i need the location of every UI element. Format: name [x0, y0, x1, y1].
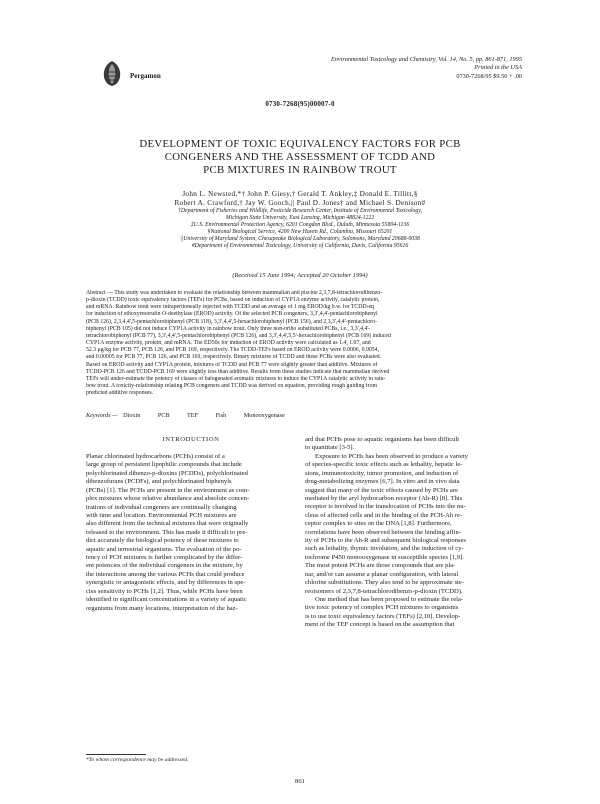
page-number: 861 — [295, 778, 305, 785]
body-line: is to use toxic equivalency factors (TEFs) [2,10]. Develop- — [305, 612, 461, 620]
abstract-line: (PCB 126), 2,3,4,4',5-pentachlorobiphenyl (PCB 118), 3,3',4,4',5-hexachlorobiphenyl (PCB 156), and 2,3,3',4,4'-pentachloro- — [86, 318, 377, 325]
abstract-line: 52.3 μg/kg for PCB 77, PCB 126, and PCB 169, respectively. The TCDD-TEFs based on EROD activity were 0.0006, 0.0054, — [86, 347, 379, 354]
body-line: mediated by the aryl hydrocarbon receptor (Ah-R) [8]. This — [305, 494, 463, 502]
body-line: also different from the technical mixtures that were originally — [86, 520, 249, 528]
body-line: large group of persistent lipophilic compounds that include — [86, 461, 242, 469]
title-line: CONGENERS AND THE ASSESSMENT OF TCDD AND — [164, 150, 436, 163]
section-heading-introduction: INTRODUCTION — [162, 436, 220, 443]
body-line: suggest that many of the toxic effects caused by PCHs are — [305, 486, 458, 494]
body-line: dict accurately the biological potency of these mixtures to — [86, 537, 239, 545]
body-line: to quantitate [3-5]. — [305, 444, 355, 452]
body-line: ity of PCHs to the Ah-R and subsequent biological responses — [305, 537, 466, 545]
body-line: aquatic and terrestrial organisms. The evaluation of the po- — [86, 545, 242, 553]
abstract-line: CYP1A enzyme activity, protein, and mRNA. The ED50s for induction of EROD activity were calculated as 1.4, 1.07, and — [86, 340, 371, 347]
abstract-line: p-dioxin (TCDD) toxic equivalency factors (TEFs) for PCBs, based on induction of CYP1A enzyme activity, catalytic protein, — [86, 297, 380, 304]
body-line: (PCBs) [1]. The PCHs are present in the environment as com- — [86, 486, 250, 494]
body-line: of species-specific toxic effects such as lethality, hepatic le- — [305, 461, 463, 469]
footnote: *To whom correspondence may be addressed. — [86, 757, 189, 763]
body-line: Exposure to PCHs has been observed to produce a variety — [315, 452, 468, 460]
body-line: polychlorinated dibenzo-p-dioxins (PCDDs), polychlorinated — [86, 469, 248, 477]
affiliations — [100, 208, 500, 251]
body-column-left — [86, 453, 296, 613]
abstract-line: TCDD-PCB 126 and TCDD-PCB 169 were slightly less than additive. Results from these studies indicate that mammalian derived — [86, 368, 390, 375]
body-line: ent potencies of the individual congeners in the mixture, by — [86, 562, 243, 570]
body-line: chlorine substitutions. They also tend to be approximate ste- — [305, 579, 465, 587]
abstract-line: predicted additive responses. — [86, 390, 154, 397]
affiliation-line: †Department of Fisheries and Wildlife, Pesticide Research Center, Institute of Environmental Toxicology, — [177, 208, 423, 214]
body-line: trations of individual congeners are continually changing — [86, 503, 237, 511]
body-line: The most potent PCHs are those compounds that are pla- — [305, 562, 456, 570]
affiliation-line: #Department of Environmental Toxicology, University of California, Davis, California 95616 — [191, 243, 409, 250]
body-line: the interactions among the various PCHs that could produce — [86, 570, 245, 578]
journal-price: 0730-7268/95 $9.50 + .00 — [456, 72, 522, 80]
body-line: receptor is involved in the translocation of PCHs into the nu- — [305, 503, 466, 511]
abstract-line: Abstract — This study was undertaken to evaluate the relationship between mammalian and piscine 2,3,7,8-tetrachlorodibenzo- — [86, 290, 383, 296]
body-line: Planar chlorinated hydrocarbons (PCHs) consist of a — [86, 453, 225, 460]
body-line: synergistic or antagonistic effects, and by differences in spe- — [86, 579, 246, 587]
journal-citation: Environmental Toxicology and Chemistry, Vol. 14, No. 5, pp. 861-871, 1995 — [330, 56, 522, 63]
abstract-line: and mRNA. Rainbow trout were intraperitoneally injected with TCDD and an average of 1 mg EROD/kg b.w. for TCDD-eq — [86, 304, 375, 311]
body-line: tive toxic potency of complex PCH mixtures to organisms — [305, 604, 459, 612]
publisher-name: Pergamon — [130, 72, 161, 80]
abstract-line: tetrachlorobiphenyl (PCB 77), 3,3',4,4',5-pentachlorobiphenyl (PCB 126), and 3,3',4,4',5,5'-hexachlorobiphenyl (PCB 169) induced — [86, 332, 391, 339]
body-line: plex mixtures whose relative abundance and absolute concen- — [86, 495, 250, 503]
body-line: cies sensitivity to PCHs [1,2]. Thus, while PCHs have been — [86, 587, 243, 595]
keywords — [86, 412, 516, 419]
body-line: organisms from many locations, interpretation of the haz- — [86, 604, 238, 612]
body-line: reoisomers of 2,3,7,8-tetrachlorodibenzo-p-dioxin (TCDD). — [305, 587, 463, 595]
affiliation-line: ‡U.S. Environmental Protection Agency, 6201 Congdon Blvd., Duluth, Minnesota 55804-1136 — [190, 222, 410, 229]
abstract-line: for induction of ethoxyresorufin O-deethylase (EROD) activity. Of the selected PCB congeners, 3,3',4,4'-pentachlorobiphenyl — [86, 311, 378, 318]
body-line: One method that has been proposed to estimate the rela- — [315, 596, 464, 604]
article-code: 0730-7268(95)00007-0 — [265, 100, 335, 108]
body-line: identified in significant concentrations in a variety of aquatic — [86, 596, 247, 604]
body-line: such as lethality, thymic involution, and the induction of cy- — [305, 545, 464, 553]
body-line: dibenzofurans (PCDFs), and polychlorinated biphenyls — [86, 478, 232, 486]
journal-printed: Printed in the USA — [474, 64, 522, 72]
body-line: tency of PCH mixtures is further complicated by the differ- — [86, 554, 243, 562]
body-line: ard that PCHs pose to aquatic organisms has been difficult — [305, 436, 460, 443]
article-title — [100, 138, 500, 176]
keywords-label: Keywords — — [86, 412, 118, 419]
affiliation-line: Michigan State University, East Lansing, Michigan 48824-1222 — [225, 215, 375, 222]
affiliation-line: ||University of Maryland System, Chesapeake Biological Laboratory, Solomons, Maryland 20688-0038 — [180, 236, 420, 243]
title-line: DEVELOPMENT OF TOXIC EQUIVALENCY FACTORS FOR PCB — [139, 138, 461, 150]
keyword: TEF — [187, 412, 199, 419]
abstract-line: biphenyl (PCB 105) did not induce CYP1A activity in rainbow trout. Only three non-ortho substituted PCBs, i.e., 3,3',4,4'- — [86, 325, 371, 332]
keyword: Monooxygenase — [243, 412, 285, 419]
journal-reference — [272, 56, 522, 81]
received-dates: (Received 15 June 1994; Accepted 20 October 1994) — [232, 272, 368, 279]
body-line: ceptor complex to sites on the DNA [1,8]. Furthermore, — [305, 520, 452, 528]
author-list — [100, 190, 500, 208]
body-line: drug-metabolizing enzymes [6,7]. In vitro and in vivo data — [305, 478, 460, 486]
author-line: John L. Newsted,*† John P. Giesy,† Gerald T. Ankley,‡ Donald E. Tillitt,§ — [182, 190, 418, 198]
keyword: Fish — [215, 412, 227, 419]
abstract-line: Based on EROD activity and CYP1A protein, mixtures of TCDD and PCB 77 were slightly greater than additive. Mixtures of — [86, 361, 378, 368]
publisher-logo-icon — [98, 58, 126, 88]
body-line: tochrome P450 monooxygenase in susceptible species [1,9]. — [305, 553, 464, 561]
body-line: with time and location. Environmental PCH mixtures are — [86, 511, 237, 519]
body-line: ment of the TEF concept is based on the assumption that — [305, 621, 455, 629]
keyword: PCB — [157, 412, 170, 419]
title-line: PCB MIXTURES IN RAINBOW TROUT — [203, 163, 397, 176]
body-line: correlations have been observed between the binding affin- — [305, 528, 462, 536]
abstract-line: TEFs will under-estimate the potency of classes of halogenated aromatic mixtures to induce the CYP1A catalytic activity in rain- — [86, 375, 386, 382]
body-line: cleus of affected cells and in the binding of the PCH-Ah re- — [305, 511, 463, 519]
body-line: sions, immunotoxicity, tumor promotion, and induction of — [305, 469, 459, 477]
footnote-rule — [86, 754, 146, 755]
abstract — [86, 290, 516, 397]
abstract-line: and 0.00005 for PCB 77, PCB 126, and PCB 169, respectively. Binary mixtures of TCDD and these PCBs were also evaluated. — [86, 354, 382, 361]
keyword: Dioxin — [123, 412, 141, 419]
body-line: released to the environment. This has made it difficult to pre- — [86, 528, 248, 536]
affiliation-line: §National Biological Service, 4200 New Haven Rd., Columbia, Missouri 65201 — [207, 229, 393, 236]
body-column-right — [305, 436, 515, 630]
author-line: Robert A. Crawford,† Jay W. Gooch,|| Paul D. Jones† and Michael S. Denison# — [174, 198, 426, 207]
abstract-line: bow trout. A toxicity-relationship relating PCB congeners and TCDD was derived on equation, providing rough guiding from — [86, 383, 377, 390]
body-line: nar, and/or can assume a planar configuration, with lateral — [305, 570, 459, 578]
